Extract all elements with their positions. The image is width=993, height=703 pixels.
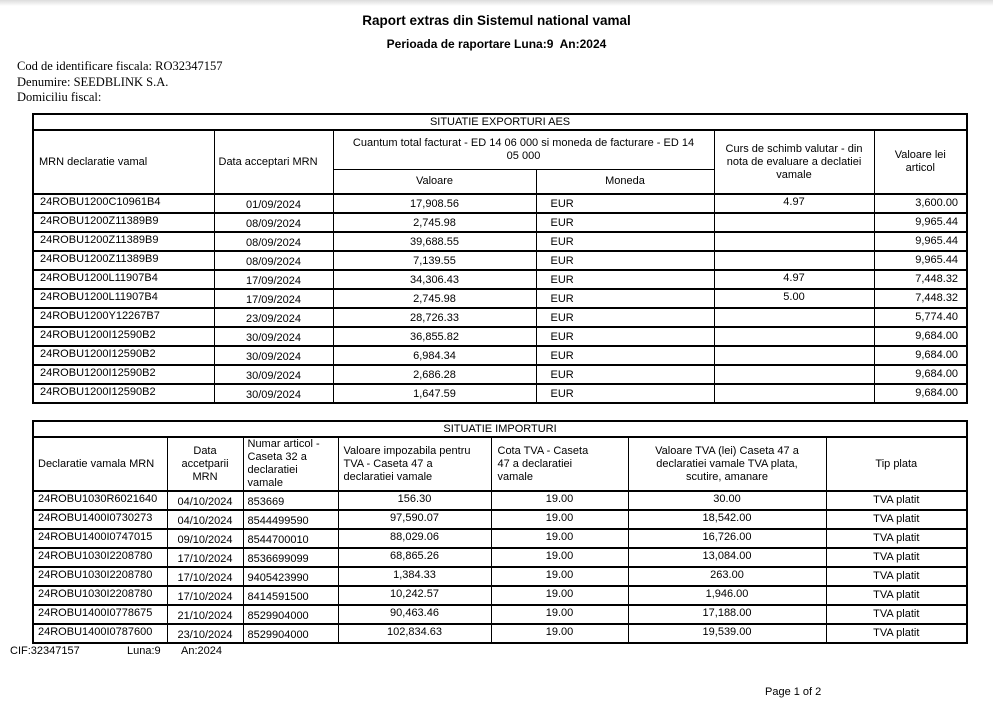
valoare-tva-cell: 13,084.00 [628,548,826,567]
table-row [33,308,967,327]
data-cell: 09/10/2024 [167,529,243,548]
curs-cell [714,327,874,346]
column-header-valoare-tva: Valoare TVA (lei) Caseta 47 a declaratiei vamale TVA plata, scutire, amanare [628,437,826,491]
data-cell: 04/10/2024 [167,510,243,529]
mrn-cell: 24ROBU1030I2208780 [33,567,167,586]
company-name-line: Denumire: SEEDBLINK S.A. [17,74,169,89]
table-row [33,586,967,605]
column-header-valoare: Valoare [333,169,536,194]
column-header-data-acceptari: Data acceptari MRN [214,130,333,194]
footer-an: An:2024 [181,645,222,657]
table-row [33,289,967,308]
fiscal-info-block [17,59,223,106]
curs-cell [714,365,874,384]
valoare-impozabila-cell: 90,463.46 [338,605,491,624]
valoare-cell: 2,745.98 [333,213,536,232]
curs-cell: 5.00 [714,289,874,308]
moneda-cell: EUR [536,251,714,270]
table-row [33,384,967,403]
table-row [33,365,967,384]
data-cell: 21/10/2024 [167,605,243,624]
data-cell: 01/09/2024 [214,194,333,213]
valoare-tva-cell: 19,539.00 [628,624,826,643]
mrn-cell: 24ROBU1200I12590B2 [33,365,214,384]
valoare-impozabila-cell: 1,384.33 [338,567,491,586]
data-cell: 30/09/2024 [214,327,333,346]
imports-table-body [33,491,967,643]
column-header-moneda: Moneda [536,169,714,194]
table-row [33,624,967,643]
moneda-cell: EUR [536,327,714,346]
valoare-cell: 7,139.55 [333,251,536,270]
data-cell: 23/10/2024 [167,624,243,643]
valoare-cell: 39,688.55 [333,232,536,251]
table-row [33,605,967,624]
valoare-lei-cell: 9,965.44 [874,251,967,270]
curs-cell [714,251,874,270]
cota-tva-cell: 19.00 [491,586,628,605]
table-row [33,491,967,510]
mrn-cell: 24ROBU1200Z11389B9 [33,232,214,251]
exports-table-body [33,194,967,403]
exports-table [32,113,968,404]
numar-articol-cell: 9405423990 [243,567,338,586]
valoare-impozabila-cell: 88,029.06 [338,529,491,548]
mrn-cell: 24ROBU1400I0778675 [33,605,167,624]
imports-header-row [33,437,967,491]
curs-cell: 4.97 [714,194,874,213]
exports-header-row [33,130,967,169]
mrn-cell: 24ROBU1030I2208780 [33,548,167,567]
numar-articol-cell: 8536699099 [243,548,338,567]
page-title: Raport extras din Sistemul national vamal [362,13,631,28]
valoare-lei-cell: 9,684.00 [874,365,967,384]
mrn-cell: 24ROBU1200I12590B2 [33,346,214,365]
tip-plata-cell: TVA platit [826,548,967,567]
data-cell: 17/10/2024 [167,548,243,567]
column-header-cota-tva: Cota TVA - Caseta 47 a declaratiei vamale [491,437,628,491]
column-header-mrn: MRN declaratie vamal [33,130,214,194]
mrn-cell: 24ROBU1030R6021640 [33,491,167,510]
data-cell: 08/09/2024 [214,251,333,270]
data-cell: 30/09/2024 [214,365,333,384]
data-cell: 17/10/2024 [167,586,243,605]
data-cell: 04/10/2024 [167,491,243,510]
column-header-data-acceptarii: Data accetparii MRN [167,437,243,491]
table-row [33,567,967,586]
data-cell: 08/09/2024 [214,213,333,232]
valoare-cell: 34,306.43 [333,270,536,289]
numar-articol-cell: 8414591500 [243,586,338,605]
data-cell: 23/09/2024 [214,308,333,327]
curs-cell [714,384,874,403]
moneda-cell: EUR [536,384,714,403]
data-cell: 17/09/2024 [214,270,333,289]
table-row [33,194,967,213]
data-cell: 30/09/2024 [214,384,333,403]
numar-articol-cell: 853669 [243,491,338,510]
moneda-cell: EUR [536,289,714,308]
valoare-impozabila-cell: 10,242.57 [338,586,491,605]
moneda-cell: EUR [536,270,714,289]
tip-plata-cell: TVA platit [826,510,967,529]
cota-tva-cell: 19.00 [491,491,628,510]
cota-tva-cell: 19.00 [491,567,628,586]
valoare-impozabila-cell: 68,865.26 [338,548,491,567]
valoare-impozabila-cell: 156.30 [338,491,491,510]
curs-cell [714,346,874,365]
numar-articol-cell: 8544700010 [243,529,338,548]
valoare-lei-cell: 9,965.44 [874,232,967,251]
column-header-curs: Curs de schimb valutar - din nota de evaluare a declatiei vamale [714,130,874,194]
footer-luna: Luna:9 [127,645,161,657]
mrn-cell: 24ROBU1400I0787600 [33,624,167,643]
mrn-cell: 24ROBU1200I12590B2 [33,327,214,346]
table-row [33,213,967,232]
cota-tva-cell: 19.00 [491,548,628,567]
mrn-cell: 24ROBU1200Y12267B7 [33,308,214,327]
mrn-cell: 24ROBU1200L11907B4 [33,270,214,289]
valoare-lei-cell: 5,774.40 [874,308,967,327]
valoare-cell: 36,855.82 [333,327,536,346]
data-cell: 17/09/2024 [214,289,333,308]
moneda-cell: EUR [536,308,714,327]
valoare-lei-cell: 3,600.00 [874,194,967,213]
moneda-cell: EUR [536,213,714,232]
imports-table [32,420,968,644]
numar-articol-cell: 8529904000 [243,624,338,643]
mrn-cell: 24ROBU1200L11907B4 [33,289,214,308]
valoare-cell: 17,908.56 [333,194,536,213]
valoare-tva-cell: 17,188.00 [628,605,826,624]
valoare-lei-cell: 9,684.00 [874,327,967,346]
tip-plata-cell: TVA platit [826,605,967,624]
valoare-tva-cell: 18,542.00 [628,510,826,529]
column-header-tip-plata: Tip plata [826,437,967,491]
mrn-cell: 24ROBU1400I0747015 [33,529,167,548]
cota-tva-cell: 19.00 [491,624,628,643]
table-row [33,270,967,289]
page-subtitle: Perioada de raportare Luna:9 An:2024 [386,37,607,51]
valoare-impozabila-cell: 97,590.07 [338,510,491,529]
valoare-lei-cell: 9,684.00 [874,384,967,403]
tip-plata-cell: TVA platit [826,624,967,643]
column-header-numar-articol: Numar articol - Caseta 32 a declaratiei vamale [243,437,338,491]
valoare-lei-cell: 7,448.32 [874,289,967,308]
moneda-cell: EUR [536,194,714,213]
moneda-cell: EUR [536,365,714,384]
valoare-cell: 28,726.33 [333,308,536,327]
exports-table-title-row [33,114,967,130]
tip-plata-cell: TVA platit [826,567,967,586]
curs-cell [714,308,874,327]
valoare-cell: 2,686.28 [333,365,536,384]
tip-plata-cell: TVA platit [826,529,967,548]
table-row [33,529,967,548]
curs-cell: 4.97 [714,270,874,289]
column-header-cuantum: Cuantum total facturat - ED 14 06 000 si moneda de facturare - ED 14 05 000 [333,130,714,169]
valoare-tva-cell: 16,726.00 [628,529,826,548]
valoare-tva-cell: 30.00 [628,491,826,510]
column-header-valoare-lei: Valoare lei articol [874,130,967,194]
tip-plata-cell: TVA platit [826,491,967,510]
valoare-impozabila-cell: 102,834.63 [338,624,491,643]
mrn-cell: 24ROBU1200C10961B4 [33,194,214,213]
cota-tva-cell: 19.00 [491,529,628,548]
data-cell: 08/09/2024 [214,232,333,251]
table-row [33,510,967,529]
table-row [33,232,967,251]
moneda-cell: EUR [536,346,714,365]
mrn-cell: 24ROBU1030I2208780 [33,586,167,605]
column-header-valoare-impozabila: Valoare impozabila pentru TVA - Caseta 47 a declaratiei vamale [338,437,491,491]
exports-table-title: SITUATIE EXPORTURI AES [33,114,967,130]
data-cell: 30/09/2024 [214,346,333,365]
curs-cell [714,213,874,232]
valoare-lei-cell: 7,448.32 [874,270,967,289]
moneda-cell: EUR [536,232,714,251]
table-row [33,346,967,365]
column-header-declaratie-mrn: Declaratie vamala MRN [33,437,167,491]
fiscal-address-line: Domiciliu fiscal: [17,90,102,104]
page-top-edge [0,0,993,6]
footer-cif: CIF:32347157 [10,645,80,657]
mrn-cell: 24ROBU1200Z11389B9 [33,251,214,270]
mrn-cell: 24ROBU1200I12590B2 [33,384,214,403]
curs-cell [714,232,874,251]
table-row [33,548,967,567]
mrn-cell: 24ROBU1200Z11389B9 [33,213,214,232]
valoare-cell: 6,984.34 [333,346,536,365]
page-number: Page 1 of 2 [765,686,822,698]
table-row [33,327,967,346]
tip-plata-cell: TVA platit [826,586,967,605]
cota-tva-cell: 19.00 [491,605,628,624]
valoare-tva-cell: 1,946.00 [628,586,826,605]
imports-table-title: SITUATIE IMPORTURI [33,421,967,437]
valoare-cell: 1,647.59 [333,384,536,403]
valoare-tva-cell: 263.00 [628,567,826,586]
numar-articol-cell: 8529904000 [243,605,338,624]
numar-articol-cell: 8544499590 [243,510,338,529]
fiscal-code-line: Cod de identificare fiscala: RO32347157 [17,59,223,73]
table-row [33,251,967,270]
imports-table-title-row [33,421,967,437]
cota-tva-cell: 19.00 [491,510,628,529]
valoare-cell: 2,745.98 [333,289,536,308]
valoare-lei-cell: 9,684.00 [874,346,967,365]
data-cell: 17/10/2024 [167,567,243,586]
mrn-cell: 24ROBU1400I0730273 [33,510,167,529]
valoare-lei-cell: 9,965.44 [874,213,967,232]
